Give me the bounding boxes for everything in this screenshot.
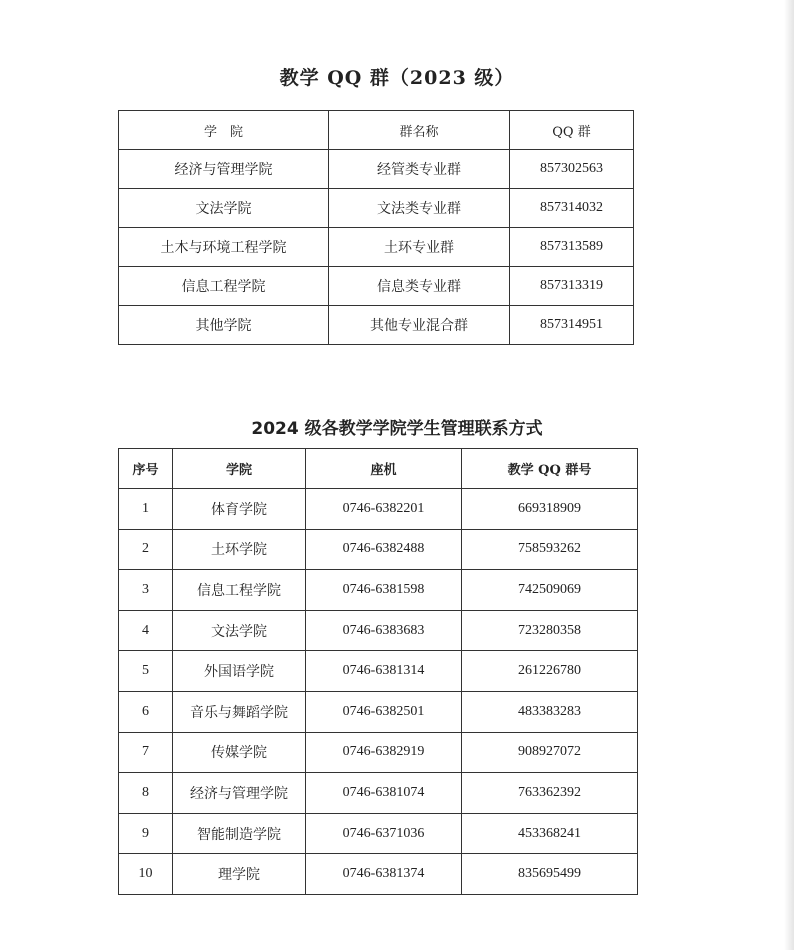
college-cell: 文法学院 <box>173 610 306 651</box>
table-row <box>119 854 638 895</box>
table-row <box>119 267 634 306</box>
college-cell: 音乐与舞蹈学院 <box>173 691 306 732</box>
index-cell: 4 <box>119 610 173 651</box>
group-name-cell: 信息类专业群 <box>329 267 510 306</box>
college-cell: 传媒学院 <box>173 732 306 773</box>
landline-cell: 0746-6381314 <box>306 651 462 692</box>
header-qq-group-number: 教学 QQ 群号 <box>462 449 638 489</box>
landline-cell: 0746-6382501 <box>306 691 462 732</box>
qq-number-cell: 857314032 <box>510 189 634 228</box>
qq-number-cell: 261226780 <box>462 651 638 692</box>
qq-number-cell: 857313589 <box>510 228 634 267</box>
college-cell: 经济与管理学院 <box>173 773 306 814</box>
index-cell: 10 <box>119 854 173 895</box>
qq-number-cell: 483383283 <box>462 691 638 732</box>
table-header-row <box>119 111 634 150</box>
qq-number-cell: 723280358 <box>462 610 638 651</box>
landline-cell: 0746-6382488 <box>306 529 462 570</box>
header-landline: 座机 <box>306 449 462 489</box>
table-row <box>119 150 634 189</box>
qq-number-cell: 857302563 <box>510 150 634 189</box>
college-cell: 其他学院 <box>119 306 329 345</box>
group-name-cell: 文法类专业群 <box>329 189 510 228</box>
table-row <box>119 189 634 228</box>
table-row <box>119 691 638 732</box>
table-row <box>119 732 638 773</box>
header-group-name: 群名称 <box>329 111 510 150</box>
table-row <box>119 228 634 267</box>
table-row <box>119 773 638 814</box>
qq-number-cell: 758593262 <box>462 529 638 570</box>
index-cell: 3 <box>119 570 173 611</box>
group-name-cell: 土环专业群 <box>329 228 510 267</box>
college-cell: 理学院 <box>173 854 306 895</box>
header-college: 学院 <box>173 449 306 489</box>
landline-cell: 0746-6382919 <box>306 732 462 773</box>
qq-number-cell: 453368241 <box>462 813 638 854</box>
qq-number-cell: 857314951 <box>510 306 634 345</box>
group-name-cell: 其他专业混合群 <box>329 306 510 345</box>
qq-number-cell: 835695499 <box>462 854 638 895</box>
qq-number-cell: 908927072 <box>462 732 638 773</box>
index-cell: 9 <box>119 813 173 854</box>
college-cell: 土木与环境工程学院 <box>119 228 329 267</box>
contact-table-2024 <box>118 448 638 895</box>
college-cell: 经济与管理学院 <box>119 150 329 189</box>
qq-number-cell: 857313319 <box>510 267 634 306</box>
landline-cell: 0746-6381074 <box>306 773 462 814</box>
college-cell: 土环学院 <box>173 529 306 570</box>
landline-cell: 0746-6382201 <box>306 489 462 530</box>
landline-cell: 0746-6383683 <box>306 610 462 651</box>
table-row <box>119 306 634 345</box>
college-cell: 外国语学院 <box>173 651 306 692</box>
college-cell: 信息工程学院 <box>173 570 306 611</box>
table-row <box>119 489 638 530</box>
index-cell: 7 <box>119 732 173 773</box>
landline-cell: 0746-6371036 <box>306 813 462 854</box>
index-cell: 6 <box>119 691 173 732</box>
index-cell: 5 <box>119 651 173 692</box>
landline-cell: 0746-6381374 <box>306 854 462 895</box>
table-row <box>119 651 638 692</box>
college-cell: 智能制造学院 <box>173 813 306 854</box>
table2-title: 2024 级各教学学院学生管理联系方式 <box>251 419 543 439</box>
qq-number-cell: 742509069 <box>462 570 638 611</box>
qq-number-cell: 669318909 <box>462 489 638 530</box>
landline-cell: 0746-6381598 <box>306 570 462 611</box>
table-row <box>119 813 638 854</box>
index-cell: 8 <box>119 773 173 814</box>
college-cell: 体育学院 <box>173 489 306 530</box>
table-row <box>119 570 638 611</box>
qq-number-cell: 763362392 <box>462 773 638 814</box>
index-cell: 2 <box>119 529 173 570</box>
group-name-cell: 经管类专业群 <box>329 150 510 189</box>
header-index: 序号 <box>119 449 173 489</box>
table-header-row <box>119 449 638 489</box>
header-qq-group: QQ 群 <box>510 111 634 150</box>
qq-group-table-2023 <box>118 110 634 345</box>
header-college: 学 院 <box>119 111 329 150</box>
table-row <box>119 529 638 570</box>
page-edge-shadow <box>784 0 794 950</box>
index-cell: 1 <box>119 489 173 530</box>
table-row <box>119 610 638 651</box>
table1-title: 教学 QQ 群（2023 级） <box>279 67 515 89</box>
college-cell: 文法学院 <box>119 189 329 228</box>
college-cell: 信息工程学院 <box>119 267 329 306</box>
